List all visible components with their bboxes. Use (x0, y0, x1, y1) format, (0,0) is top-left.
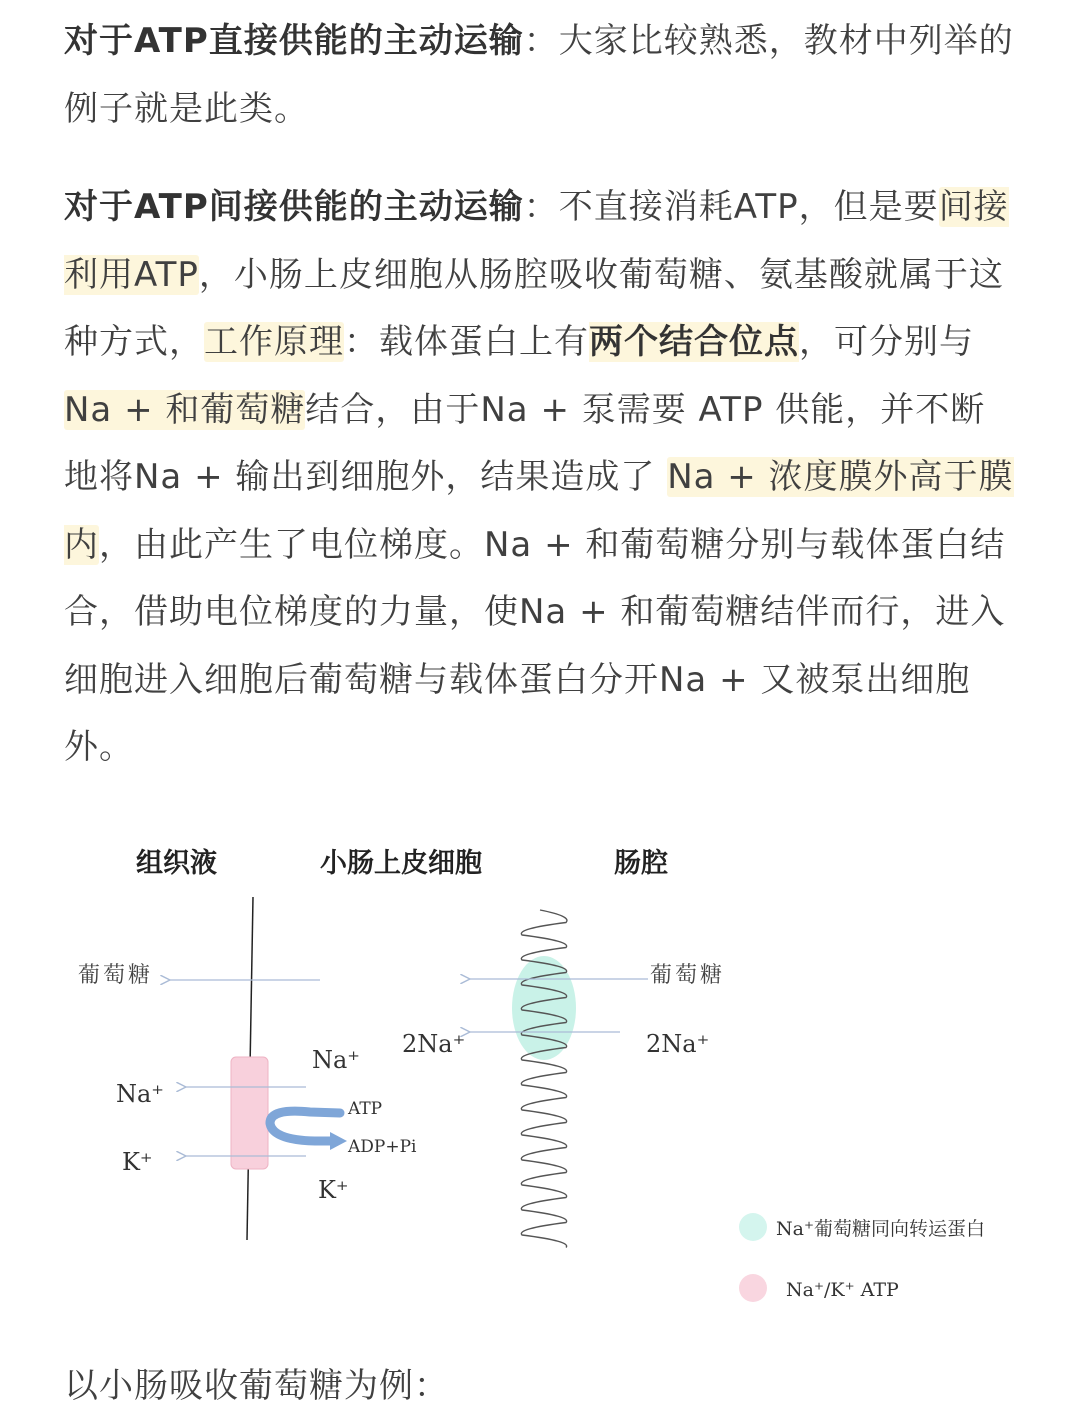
paragraph-indirect-atp (64, 174, 1016, 782)
legend-swatch-symporter (739, 1213, 767, 1241)
k-label-left: K⁺ (122, 1148, 153, 1176)
atp-hydrolysis-arrow-lower (270, 1123, 332, 1141)
legend-label-symporter: Na⁺葡萄糖同向转运蛋白 (776, 1218, 985, 1240)
highlight-text: 两个结合位点 (589, 322, 799, 362)
highlight-text: Na + 和葡萄糖 (64, 389, 306, 430)
transport-diagram (60, 810, 1020, 1340)
diagram-canvas (60, 810, 1020, 1340)
paragraph-text: ，由此产生了电位梯度。Na + 和葡萄糖分别与载体蛋白结合，借助电位梯度的力量，使Na + 和葡萄糖结伴而行，进入细胞进入细胞后葡萄糖与载体蛋白分开Na + 又被泵出细胞外。 (64, 524, 1006, 767)
two-na-label-right: 2Na⁺ (646, 1030, 710, 1058)
paragraph-text: ：载体蛋白上有 (344, 322, 589, 362)
na-label-cell: Na⁺ (312, 1046, 360, 1074)
paragraph-text: 结合，由于Na + 泵需要 ATP 供能，并不断地将Na + 输出到细胞外，结果造成了 (64, 389, 986, 497)
footer-caption: 以小肠吸收葡萄糖为例： (64, 1366, 449, 1406)
adp-label: ADP+Pi (348, 1137, 417, 1157)
header-tissue-fluid: 组织液 (136, 848, 217, 879)
header-intestinal-lumen: 肠腔 (614, 848, 668, 879)
two-na-label-middle: 2Na⁺ (402, 1030, 466, 1058)
legend-swatch-pump (739, 1274, 767, 1302)
atp-arrow-head (330, 1132, 347, 1150)
paragraph-text: ，可分别与 (799, 322, 974, 362)
na-k-pump (231, 1057, 268, 1169)
highlight-text: 工作原理 (204, 322, 344, 362)
highlight-text: 间接利用ATP (64, 187, 1009, 295)
paragraph-direct-atp (64, 8, 1016, 143)
glucose-label-right: 葡萄糖 (650, 963, 726, 988)
paragraph-lead: 对于ATP间接供能的主动运输 (64, 187, 524, 227)
glucose-label-left: 葡萄糖 (78, 963, 154, 988)
legend-label-pump: Na⁺/K⁺ ATP (786, 1279, 899, 1301)
atp-label: ATP (348, 1099, 383, 1119)
header-epithelial-cell: 小肠上皮细胞 (320, 848, 482, 879)
highlight-text: Na + 浓度膜外高于膜内 (64, 457, 1014, 565)
paragraph-text: ：不直接消耗ATP，但是要 (523, 187, 939, 227)
article-body (64, 8, 1016, 782)
paragraph-text: ，小肠上皮细胞从肠腔吸收葡萄糖、氨基酸就属于这种方式， (64, 254, 1004, 362)
na-label-left: Na⁺ (116, 1080, 164, 1108)
paragraph-lead: 对于ATP直接供能的主动运输 (64, 21, 524, 61)
k-label-cell: K⁺ (318, 1176, 349, 1204)
atp-hydrolysis-arrow (270, 1111, 340, 1123)
paragraph-text: ：大家比较熟悉，教材中列举的例子就是此类。 (64, 21, 1014, 129)
